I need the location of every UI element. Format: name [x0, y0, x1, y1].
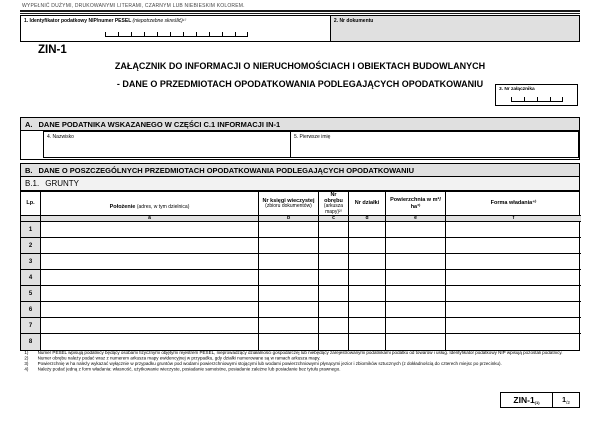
section-a-prefix: A.	[25, 119, 33, 129]
table-cell[interactable]	[41, 270, 259, 286]
col-letter: f	[446, 216, 581, 222]
table-cell[interactable]	[386, 286, 446, 302]
table-cell[interactable]	[41, 334, 259, 350]
footnote-3: 3) Powierzchnię w ha należy wykazać wyłącznie w przypadku gruntów pod wodami powierzchniowymi stojącymi lub wodami powierzchniowymi płynącymi jezior i zbiorników sztucznych (z dokładnością do czterech miejsc po przecinku).	[24, 361, 502, 367]
pierwsze-imie-label: 5. Pierwsze imię	[294, 134, 331, 140]
table-cell[interactable]	[386, 270, 446, 286]
table-cell[interactable]	[41, 254, 259, 270]
col-letter: b	[259, 216, 319, 222]
nip-pesel-label: 1. Identyfikator podatkowy NIP/numer PESEL (niepotrzebne skreślić)¹⁾	[24, 18, 186, 24]
table-cell[interactable]	[446, 302, 581, 318]
pierwsze-imie-field[interactable]	[291, 131, 579, 158]
section-a-body	[21, 131, 579, 159]
footer-page-indicator: 1 /2	[562, 396, 570, 405]
row-number: 1	[21, 222, 41, 238]
table-cell[interactable]	[259, 334, 319, 350]
table-cell[interactable]	[41, 222, 259, 238]
table-cell[interactable]	[446, 270, 581, 286]
nazwisko-field[interactable]	[43, 131, 291, 158]
table-cell[interactable]	[259, 238, 319, 254]
table-cell[interactable]	[41, 318, 259, 334]
section-b-title: DANE O POSZCZEGÓLNYCH PRZEDMIOTACH OPODATKOWANIA PODLEGAJĄCYCH OPODATKOWANIU	[38, 165, 415, 175]
table-cell[interactable]	[319, 238, 349, 254]
table-cell[interactable]	[446, 334, 581, 350]
section-b-prefix: B.	[25, 165, 33, 175]
table-cell[interactable]	[319, 334, 349, 350]
table-cell[interactable]	[349, 254, 386, 270]
row-number: 5	[21, 286, 41, 302]
row-number: 7	[21, 318, 41, 334]
footnote-4: 4) Należy podać jedną z form władania: własność, użytkowanie wieczyste, posiadanie samoistne, posiadanie zależne lub posiadanie bez tytułu prawnego.	[24, 367, 341, 372]
nip-pesel-entry-ticks[interactable]	[105, 32, 248, 37]
subsection-b1-prefix: B.1.	[25, 179, 40, 188]
table-cell[interactable]	[349, 334, 386, 350]
table-cell[interactable]	[446, 254, 581, 270]
table-cell[interactable]	[349, 286, 386, 302]
row-number: 2	[21, 238, 41, 254]
table-cell[interactable]	[349, 302, 386, 318]
table-cell[interactable]	[259, 302, 319, 318]
form-footer	[500, 392, 580, 408]
table-cell[interactable]	[386, 238, 446, 254]
nip-pesel-field[interactable]	[21, 16, 330, 41]
col-header-obreb: Nr obrębu (arkusza mapy)²⁾	[319, 192, 349, 216]
col-letter: d	[349, 216, 386, 222]
table-cell[interactable]	[446, 238, 581, 254]
subsection-b1-title: GRUNTY	[45, 179, 80, 188]
row-number: 3	[21, 254, 41, 270]
col-letter: a	[41, 216, 259, 222]
fill-instruction-text: WYPEŁNIĆ DUŻYMI, DRUKOWANYMI LITERAMI, CZARNYM LUB NIEBIESKIM KOLOREM.	[22, 3, 245, 9]
col-header-ksiega: Nr księgi wieczystej (zbioru dokumentów)	[259, 192, 319, 216]
col-header-dzialka: Nr działki	[349, 192, 386, 216]
row-number: 8	[21, 334, 41, 350]
section-a-header	[21, 118, 579, 131]
section-a-title: DANE PODATNIKA WSKAZANEGO W CZĘŚCI C.1 INFORMACJI IN-1	[38, 119, 281, 129]
table-cell[interactable]	[259, 222, 319, 238]
table-cell[interactable]	[349, 318, 386, 334]
table-cell[interactable]	[349, 238, 386, 254]
table-cell[interactable]	[386, 222, 446, 238]
table-cell[interactable]	[259, 270, 319, 286]
row-number: 4	[21, 270, 41, 286]
grunty-table	[20, 191, 580, 351]
nip-pesel-note: (niepotrzebne skreślić)¹⁾	[132, 18, 186, 24]
row-number: 6	[21, 302, 41, 318]
nr-dokumentu-label: 2. Nr dokumentu	[333, 18, 374, 24]
table-cell[interactable]	[259, 286, 319, 302]
table-cell[interactable]	[319, 222, 349, 238]
table-cell[interactable]	[259, 318, 319, 334]
section-b-header	[20, 163, 580, 177]
table-cell[interactable]	[446, 318, 581, 334]
col-letter: e	[386, 216, 446, 222]
top-divider	[20, 10, 580, 14]
col-header-lp: Lp.	[21, 192, 41, 216]
form-code: ZIN-1	[38, 44, 67, 56]
table-cell[interactable]	[41, 302, 259, 318]
col-letter: c	[319, 216, 349, 222]
form-title-line1: ZAŁĄCZNIK DO INFORMACJI O NIERUCHOMOŚCIACH I OBIEKTACH BUDOWLANYCH	[114, 61, 486, 71]
nr-zalacznika-label: 3. Nr załącznika	[499, 87, 535, 92]
table-cell[interactable]	[349, 222, 386, 238]
table-cell[interactable]	[319, 302, 349, 318]
col-header-forma: Forma władania⁴⁾	[446, 192, 581, 216]
col-header-powierzchnia: Powierzchnia w m²/ ha³⁾	[386, 192, 446, 216]
table-cell[interactable]	[319, 318, 349, 334]
table-cell[interactable]	[386, 254, 446, 270]
footnote-1: 1) Numer PESEL wpisują podatnicy będący osobami fizycznymi objętymi rejestrem PESEL, nieprowadzący działalności gospodarczej lub niebędący zarejestrowanymi podatnikami podatku od towarów i usług. Identyfikator podatkowy NIP wpisują pozostali podatnicy.	[24, 351, 563, 356]
nazwisko-label: 4. Nazwisko	[47, 134, 74, 140]
subsection-b1-header	[20, 177, 580, 191]
nr-zalacznika-entry-ticks[interactable]	[511, 97, 563, 102]
table-cell[interactable]	[41, 286, 259, 302]
table-cell[interactable]	[319, 254, 349, 270]
table-cell[interactable]	[386, 318, 446, 334]
table-cell[interactable]	[446, 222, 581, 238]
section-a	[20, 117, 580, 160]
table-cell[interactable]	[319, 270, 349, 286]
table-cell[interactable]	[446, 286, 581, 302]
nr-dokumentu-field	[330, 16, 579, 41]
table-cell[interactable]	[259, 254, 319, 270]
form-title-line2: - DANE O PRZEDMIOTACH OPODATKOWANIA PODLEGAJĄCYCH OPODATKOWANIU	[116, 79, 484, 89]
footer-form-version: (1)	[534, 400, 540, 405]
table-cell[interactable]	[386, 334, 446, 350]
footer-form-code: ZIN-1 (1)	[501, 393, 553, 407]
table-cell[interactable]	[349, 270, 386, 286]
col-header-polozenie: Położenie (adres, w tym dzielnica)	[41, 192, 259, 216]
footnote-2: 2) Numer obrębu należy podać wraz z numerem arkusza mapy ewidencyjnej w przypadku, gdy działki numerowane są w ramach arkusza mapy.	[24, 356, 321, 362]
footnotes	[22, 351, 578, 387]
table-cell[interactable]	[386, 302, 446, 318]
table-cell[interactable]	[319, 286, 349, 302]
header-fields-row	[20, 15, 580, 42]
table-cell[interactable]	[41, 238, 259, 254]
nr-zalacznika-field[interactable]	[495, 84, 578, 106]
